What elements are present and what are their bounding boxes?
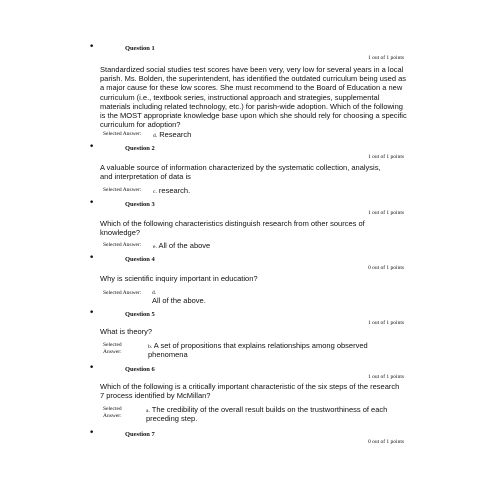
- question-text: Which of the following is a critically important characteristic of the six steps of the research 7 process identified by McMillan?: [100, 382, 400, 401]
- question-text: Which of the following characteristics distinguish research from other sources of knowledge?: [100, 219, 365, 238]
- question-text: What is theory?: [100, 327, 153, 336]
- answer-text: A set of propositions that explains relationships among observed phenomena: [148, 341, 368, 360]
- answer-text: Research: [159, 130, 192, 139]
- bullet-icon: •: [89, 42, 95, 52]
- question-title: Question 3: [125, 201, 155, 208]
- question-title: Question 2: [125, 145, 155, 152]
- question-points: 0 out of 1 points: [367, 265, 404, 271]
- bullet-icon: •: [89, 253, 95, 263]
- answer-letter: a.: [146, 408, 150, 414]
- selected-answer-label: Selected Answer:: [103, 290, 142, 296]
- selected-answer-label: Selected Answer:: [103, 131, 142, 137]
- question-points: 1 out of 1 points: [367, 154, 404, 160]
- question-points: 1 out of 1 points: [367, 210, 404, 216]
- question-title: Question 6: [125, 366, 155, 373]
- selected-answer-label: Selected Answer:: [103, 187, 142, 193]
- question-points: 1 out of 1 points: [367, 320, 404, 326]
- answer-letter: e.: [153, 244, 157, 250]
- question-title: Question 1: [125, 45, 155, 52]
- selected-answer-label: Selected Answer:: [103, 242, 142, 248]
- selected-answer: [153, 186, 190, 195]
- question-text: Standardized social studies test scores have been very, very low for several years in a local parish. Ms. Bolden, the superintendent, has identified the outdated curriculum being used as a major cause for these low scores. She must recommend to the Board of Education a new curriculum (i.e., textbook series, instructional approach and strategies, supplemental materials including related technology, etc.) for parish-wide adoption. Which of the following is the MOST appropriate knowledge base upon which she should rely for choosing a specific curriculum for adoption?: [100, 65, 407, 130]
- bullet-icon: •: [89, 308, 95, 318]
- answer-text: All of the above: [158, 241, 211, 250]
- answer-letter: d.: [152, 290, 157, 296]
- bullet-icon: •: [89, 363, 95, 373]
- question-text: Why is scientific inquiry important in education?: [100, 274, 258, 283]
- bullet-icon: •: [89, 198, 95, 208]
- bullet-icon: •: [89, 428, 95, 438]
- question-title: Question 7: [125, 431, 155, 438]
- answer-letter: c.: [153, 189, 157, 195]
- question-points: 1 out of 1 points: [367, 55, 404, 61]
- question-points: 0 out of 1 points: [367, 439, 404, 445]
- answer-letter: b.: [148, 344, 153, 350]
- selected-answer-label: Selected Answer:: [103, 342, 122, 355]
- question-title: Question 4: [125, 256, 155, 263]
- selected-answer: [153, 130, 191, 139]
- question-text: A valuable source of information characterized by the systematic collection, analysis, and interpretation of data is: [100, 163, 381, 182]
- answer-letter: d.: [153, 133, 158, 139]
- question-points: 1 out of 1 points: [367, 374, 404, 380]
- answer-text: The credibility of the overall result builds on the trustworthiness of each preceding step.: [146, 405, 388, 424]
- answer-text: research.: [158, 186, 191, 195]
- selected-answer: [146, 405, 406, 423]
- selected-answer: [153, 241, 210, 250]
- selected-answer-label: Selected Answer:: [103, 406, 122, 419]
- question-title: Question 5: [125, 311, 155, 318]
- selected-answer: [148, 341, 378, 359]
- bullet-icon: •: [89, 142, 95, 152]
- answer-text: All of the above.: [152, 296, 206, 305]
